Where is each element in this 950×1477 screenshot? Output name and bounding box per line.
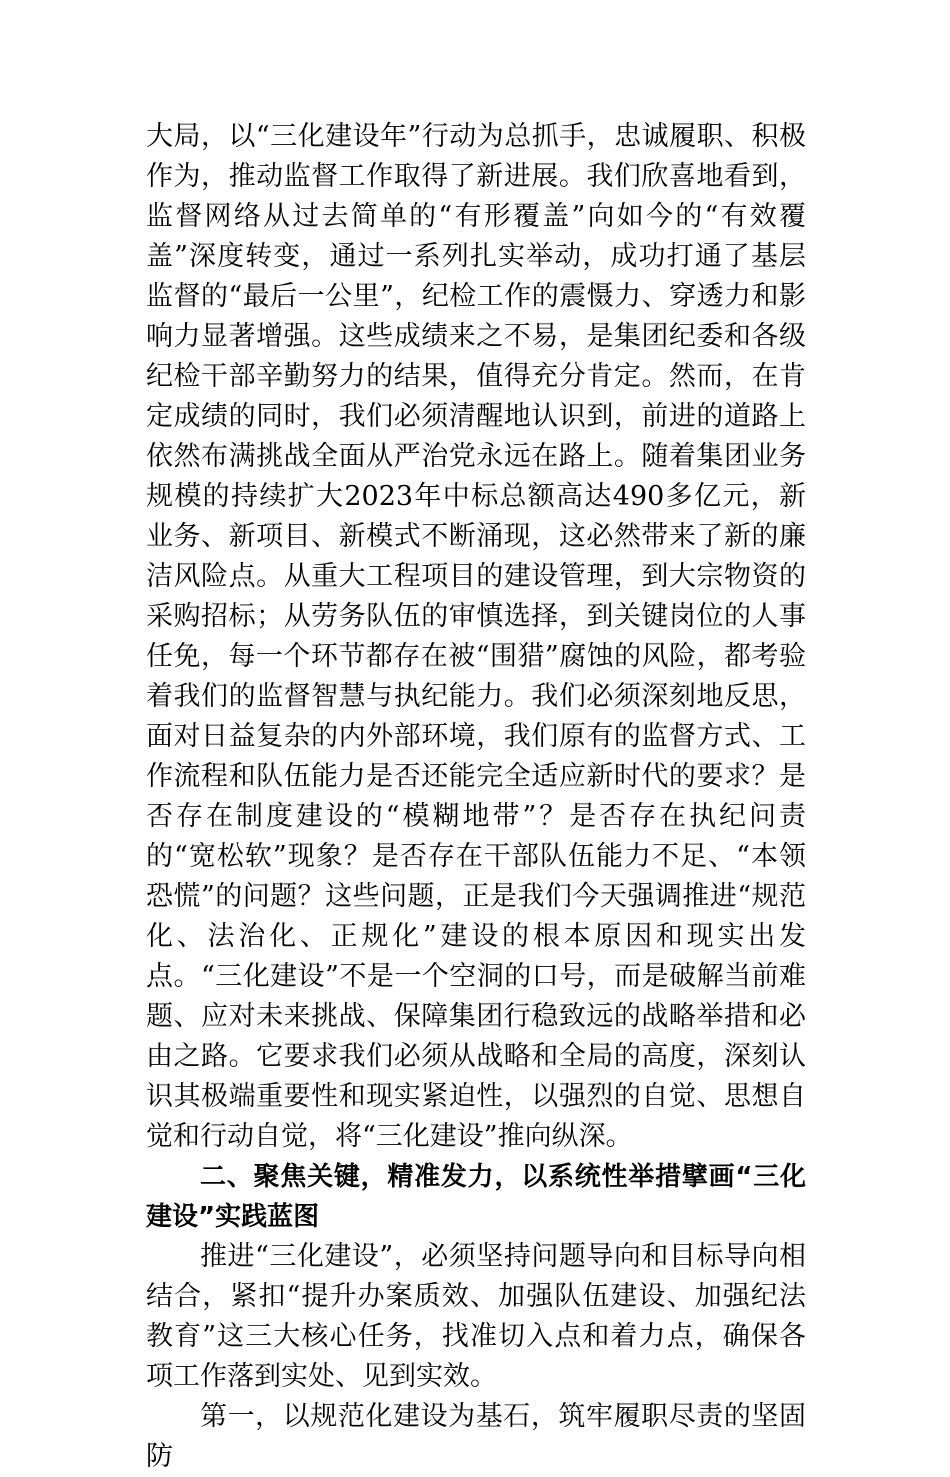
body-paragraph-first-point: 第一，以规范化建设为基石，筑牢履职尽责的坚固防 bbox=[146, 1401, 806, 1472]
body-paragraph-intro: 推进“三化建设”，必须坚持问题导向和目标导向相结合，紧扣“提升办案质效、加强队伍建设、加强纪法教育”这三大核心任务，找准切入点和着力点，确保各项工作落到实处、见到实效。 bbox=[146, 1241, 806, 1392]
body-paragraph-continued: 大局，以“三化建设年”行动为总抓手，忠诚履职、积极作为，推动监督工作取得了新进展。我们欣喜地看到，监督网络从过去简单的“有形覆盖”向如今的“有效覆盖”深度转变，通过一系列扎实举动，成功打通了基层监督的“最后一公里”，纪检工作的震慑力、穿透力和影响力显著增强。这些成绩来之不易，是集团纪委和各级纪检干部辛勤努力的结果，值得充分肯定。然而，在肯定成绩的同时，我们必须清醒地认识到，前进的道路上依然布满挑战全面从严治党永远在路上。随着集团业务规模的持续扩大2023年中标总额高达490多亿元，新业务、新项目、新模式不断涌现，这必然带来了新的廉洁风险点。从重大工程项目的建设管理，到大宗物资的采购招标；从劳务队伍的审慎选择，到关键岗位的人事任免，每一个环节都存在被“围猎”腐蚀的风险，都考验着我们的监督智慧与执纪能力。我们必须深刻地反思，面对日益复杂的内外部环境，我们原有的监督方式、工作流程和队伍能力是否还能完全适应新时代的要求？是否存在制度建设的“模糊地带”？是否存在执纪问责的“宽松软”现象？是否存在干部队伍能力不足、“本领恐慌”的问题？这些问题，正是我们今天强调推进“规范化、法治化、正规化”建设的根本原因和现实出发点。“三化建设”不是一个空洞的口号，而是破解当前难题、应对未来挑战、保障集团行稳致远的战略举措和必由之路。它要求我们必须从战略和全局的高度，深刻认识其极端重要性和现实紧迫性，以强烈的自觉、思想自觉和行动自觉，将“三化建设”推向纵深。 bbox=[146, 121, 806, 1152]
document-body bbox=[146, 117, 806, 1477]
section-heading-two: 二、聚焦关键，精准发力，以系统性举措擘画“三化建设”实践蓝图 bbox=[146, 1162, 806, 1232]
